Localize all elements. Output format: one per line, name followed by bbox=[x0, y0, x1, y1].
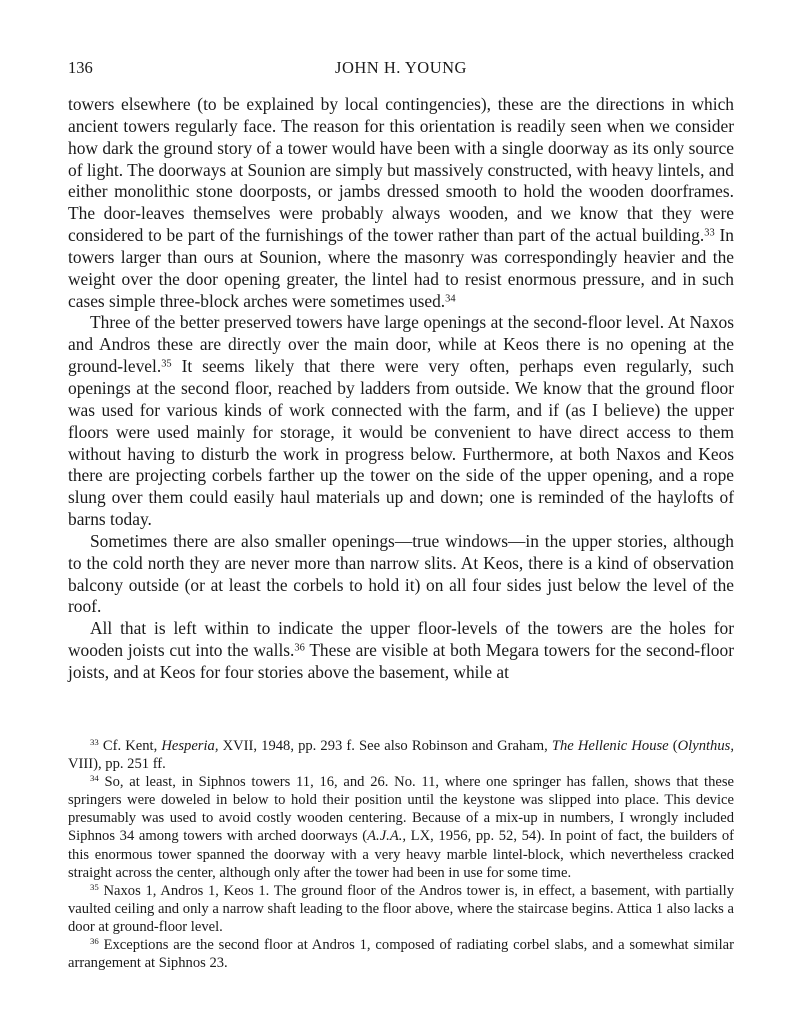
footnote-text: So, at least, in Siphnos towers 11, 16, and 26. No. 11, where one springer has fallen, shows that these springers were doweled in below to hold their position until the keystone was slipped into place. This device presumably was used to avoid costly wooden centering. Because of a mix-up in numbers, I wrongly included Siphnos 34 among towers with arched doorways ( bbox=[68, 774, 734, 845]
footnote-36 bbox=[68, 936, 734, 972]
footnotes bbox=[68, 737, 734, 972]
paragraph-text: Three of the better preserved towers have large openings at the second-floor level. At Naxos and Andros these are directly over the main door, while at Keos there is no opening at the ground-level. bbox=[68, 312, 734, 377]
footnote-italic: The Hellenic House bbox=[551, 738, 669, 754]
paragraph-text: It seems likely that there were very often, perhaps even regularly, such openings at the second floor, reached by ladders from outside. We know that the ground floor was used for various kinds of work connected with the farm, and if (as I believe) the upper floors were used mainly for storage, it would be convenient to have direct access to them without having to disturb the work in progress below. Furthermore, at both Naxos and Keos there are projecting corbels farther up the tower on the side of the upper opening, and a rope slung over them could easily haul materials up and down; one is reminded of the haylofts of barns today. bbox=[68, 356, 734, 530]
paragraph bbox=[68, 618, 734, 684]
paragraph-text: Sometimes there are also smaller openings—true windows—in the upper stories, although to the cold north they are never more than narrow slits. At Keos, there is a kind of observation balcony outside (or at least the corbels to hold it) on all four sides just below the level of the roof. bbox=[68, 530, 734, 617]
footnote-ref-34: 34 bbox=[445, 292, 456, 304]
footnote-text: Exceptions are the second floor at Andros 1, composed of radiating corbel slabs, and a somewhat similar arrangement at Siphnos 23. bbox=[68, 937, 734, 972]
footnote-35 bbox=[68, 882, 734, 936]
paragraph-text: In towers larger than ours at Sounion, where the masonry was correspondingly heavier and the weight over the door opening greater, the lintel had to resist enormous pressure, and in such cases simple three-block arches were sometimes used. bbox=[68, 225, 735, 311]
page-header bbox=[68, 58, 734, 80]
footnote-text: Cf. Kent, bbox=[98, 738, 162, 754]
footnote-text: Naxos 1, Andros 1, Keos 1. The ground floor of the Andros tower is, in effect, a basement, with partially vaulted ceiling and only a narrow shaft leading to the floor above, where the staircase begins. Attica 1 also lacks a door at ground-floor level. bbox=[68, 882, 734, 935]
footnote-ref-33: 33 bbox=[704, 227, 715, 239]
footnote-number: 35 bbox=[90, 881, 99, 892]
footnote-ref-36: 36 bbox=[294, 642, 305, 654]
paragraph bbox=[68, 312, 734, 530]
footnote-33 bbox=[68, 737, 734, 773]
footnote-ref-35: 35 bbox=[161, 358, 172, 370]
footnote-text: VIII), pp. 251 ff. bbox=[68, 756, 166, 773]
paragraph-text: towers elsewhere (to be explained by local contingencies), these are the directions in which ancient towers regularly face. The reason for this orientation is readily seen when we consider how dark the ground story of a tower would have been with a single doorway as its only source of light. The doorways at Sounion are simply but massively constructed, with heavy lintels, and either monolithic stone doorposts, or jambs dressed smooth to hold the wooden doorframes. The door-leaves themselves were probably always wooden, and we know that they were considered to be part of the furnishings of the tower rather than part of the actual building. bbox=[68, 94, 734, 246]
paragraph-text: All that is left within to indicate the upper floor-levels of the towers are the holes for wooden joists cut into the walls. bbox=[68, 618, 734, 661]
running-head: JOHN H. YOUNG bbox=[335, 58, 467, 77]
page-number: 136 bbox=[68, 58, 93, 77]
footnote-number: 36 bbox=[90, 936, 99, 947]
body-text bbox=[68, 94, 734, 684]
footnote-number: 34 bbox=[90, 773, 99, 784]
footnote-34 bbox=[68, 773, 734, 882]
footnote-text: XVII, 1948, pp. 293 f. See also Robinson and Graham, bbox=[218, 738, 552, 754]
footnote-text: LX, 1956, pp. 52, 54). In point of fact, the builders of this enormous tower spanned the doorway with a very heavy marble lintel-block, which nevertheless cracked straight across the center, although only after the tower had been in use for some time. bbox=[68, 828, 735, 881]
paragraph bbox=[68, 94, 734, 312]
footnote-text: ( bbox=[668, 738, 678, 754]
footnote-italic: Olynthus, bbox=[677, 738, 734, 754]
footnote-number: 33 bbox=[90, 737, 99, 748]
footnote-italic: A.J.A., bbox=[367, 828, 407, 845]
footnote-italic: Hesperia, bbox=[161, 738, 219, 754]
paragraph-text: These are visible at both Megara towers for the second-floor joists, and at Keos for four stories above the basement, while at bbox=[68, 640, 734, 682]
paragraph bbox=[68, 531, 734, 618]
